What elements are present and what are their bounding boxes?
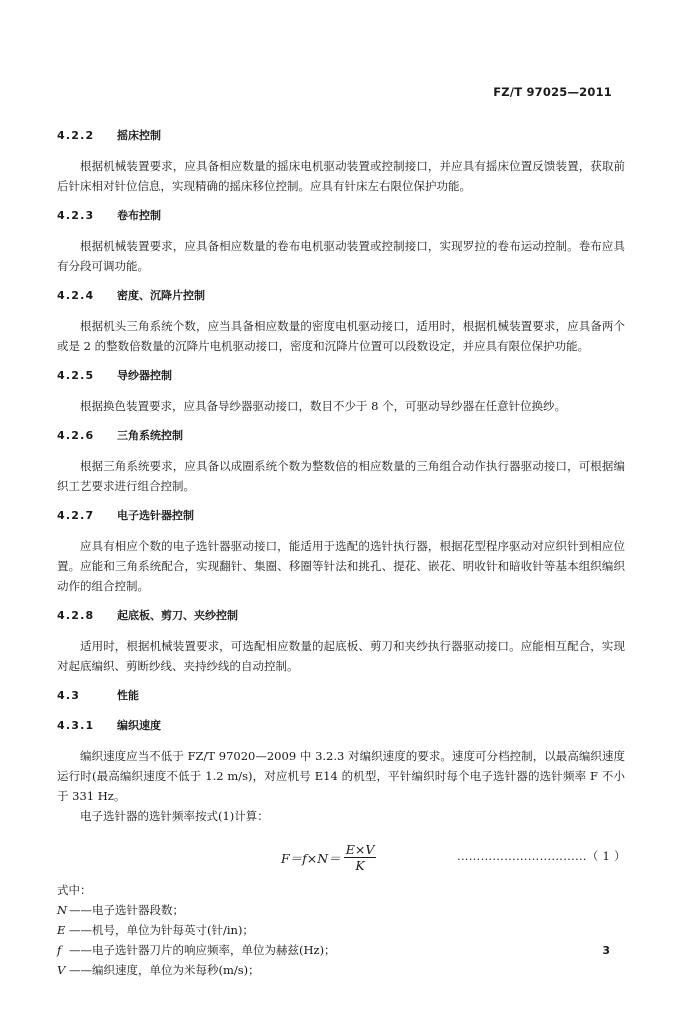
paragraph: 根据换色装置要求，应具备导纱器驱动接口，数目不少于 8 个，可驱动导纱器在任意针位换纱。 <box>80 399 567 413</box>
section-number: 4.2.4 <box>57 289 95 302</box>
paragraph: 根据机械装置要求，应具备相应数量的摇床电机驱动装置或控制接口，并应具有摇床位置反馈装置，获取前后针床相对针位信息，实现精确的摇床移位控制。应具有针床左右限位保护功能。 <box>57 159 625 193</box>
variable-description: ——机号，单位为针每英寸(针/in)； <box>69 923 254 937</box>
variable-description: ——电子选针器刀片的响应频率，单位为赫兹(Hz)； <box>69 943 336 957</box>
formula-lhs: F＝f×N＝ <box>281 850 341 866</box>
variable-definition <box>57 920 625 940</box>
formula-denominator: K <box>355 858 365 873</box>
formula-block <box>57 836 625 878</box>
variable-symbol: V <box>57 963 66 977</box>
section-title: 电子选针器控制 <box>117 509 194 522</box>
paragraph: 根据三角系统要求，应具备以成圈系统个数为整数倍的相应数量的三角组合动作执行器驱动接口，可根据编织工艺要求进行组合控制。 <box>57 459 625 493</box>
section-title: 卷布控制 <box>117 209 161 222</box>
page-number: 3 <box>602 944 610 957</box>
section-number: 4.3.1 <box>57 719 95 732</box>
paragraph: 根据机头三角系统个数，应当具备相应数量的密度电机驱动接口，适用时，根据机械装置要求，应具备两个或是 2 的整数倍数量的沉降片电机驱动接口，密度和沉降片位置可以段数设定，并应具有限位保护功能。 <box>57 319 625 353</box>
variable-symbol: f <box>57 943 62 957</box>
formula <box>281 842 376 873</box>
section-heading <box>57 686 625 706</box>
variable-definition <box>57 940 625 960</box>
section-4-2-5 <box>57 366 625 416</box>
variable-symbol: N <box>57 903 68 917</box>
section-4-3 <box>57 686 625 706</box>
section-number: 4.2.2 <box>57 129 95 142</box>
section-number: 4.2.8 <box>57 609 95 622</box>
section-heading <box>57 426 625 446</box>
paragraph: 根据机械装置要求，应具备相应数量的卷布电机驱动装置或控制接口，实现罗拉的卷布运动控制。卷布应具有分段可调功能。 <box>57 239 625 273</box>
section-title: 导纱器控制 <box>117 369 172 382</box>
paragraph: 应具有相应个数的电子选针器驱动接口，能适用于选配的选针执行器，根据花型程序驱动对应织针到相应位置。应能和三角系统配合，实现翻针、集圈、移圈等针法和挑孔、提花、嵌花、明收针和暗收针等基本组织编织动作的组合控制。 <box>57 539 625 593</box>
section-heading <box>57 366 625 386</box>
section-number: 4.2.5 <box>57 369 95 382</box>
section-4-2-3 <box>57 206 625 276</box>
section-4-3-1 <box>57 716 625 826</box>
section-title: 摇床控制 <box>117 129 161 142</box>
section-heading <box>57 606 625 626</box>
section-4-2-8 <box>57 606 625 676</box>
section-title: 性能 <box>117 689 139 702</box>
variable-description: ——编织速度，单位为米每秒(m/s)； <box>69 963 260 977</box>
section-title: 编织速度 <box>117 719 161 732</box>
section-number: 4.2.6 <box>57 429 95 442</box>
variable-definition <box>57 960 625 980</box>
formula-numerator: E×V <box>345 842 375 857</box>
section-heading <box>57 716 625 736</box>
section-heading <box>57 126 625 146</box>
section-heading <box>57 206 625 226</box>
section-4-2-2 <box>57 126 625 196</box>
variable-description: ——电子选针器段数； <box>69 903 184 917</box>
section-heading <box>57 286 625 306</box>
paragraph: 适用时，根据机械装置要求，可选配相应数量的起底板、剪刀和夹纱执行器驱动接口。应能相互配合，实现对起底编织、剪断纱线、夹持纱线的自动控制。 <box>57 639 625 673</box>
formula-number: ……………………………（ 1 ） <box>457 849 626 863</box>
page-content <box>57 126 625 980</box>
section-title: 起底板、剪刀、夹纱控制 <box>117 609 238 622</box>
section-4-2-4 <box>57 286 625 356</box>
variable-definition <box>57 900 625 920</box>
section-4-2-7 <box>57 506 625 596</box>
section-number: 4.3 <box>57 689 81 702</box>
paragraph: 编织速度应当不低于 FZ/T 97020—2009 中 3.2.3 对编织速度的要求。速度可分档控制，以最高编织速度运行时(最高编织速度不低于 1.2 m/s)，对应机号 E14 的机型，平针编织时每个电子选针器的选针频率 F 不小于 331 Hz。 <box>57 749 625 803</box>
where-label: 式中： <box>57 883 92 897</box>
section-heading <box>57 506 625 526</box>
section-number: 4.2.3 <box>57 209 95 222</box>
section-title: 三角系统控制 <box>117 429 183 442</box>
paragraph: 电子选针器的选针频率按式(1)计算： <box>80 809 269 823</box>
variable-symbol: E <box>57 923 66 937</box>
section-title: 密度、沉降片控制 <box>117 289 205 302</box>
variable-list <box>57 900 625 980</box>
formula-fraction <box>344 842 377 873</box>
standard-number: FZ/T 97025—2011 <box>493 85 612 99</box>
section-4-2-6 <box>57 426 625 496</box>
section-number: 4.2.7 <box>57 509 95 522</box>
